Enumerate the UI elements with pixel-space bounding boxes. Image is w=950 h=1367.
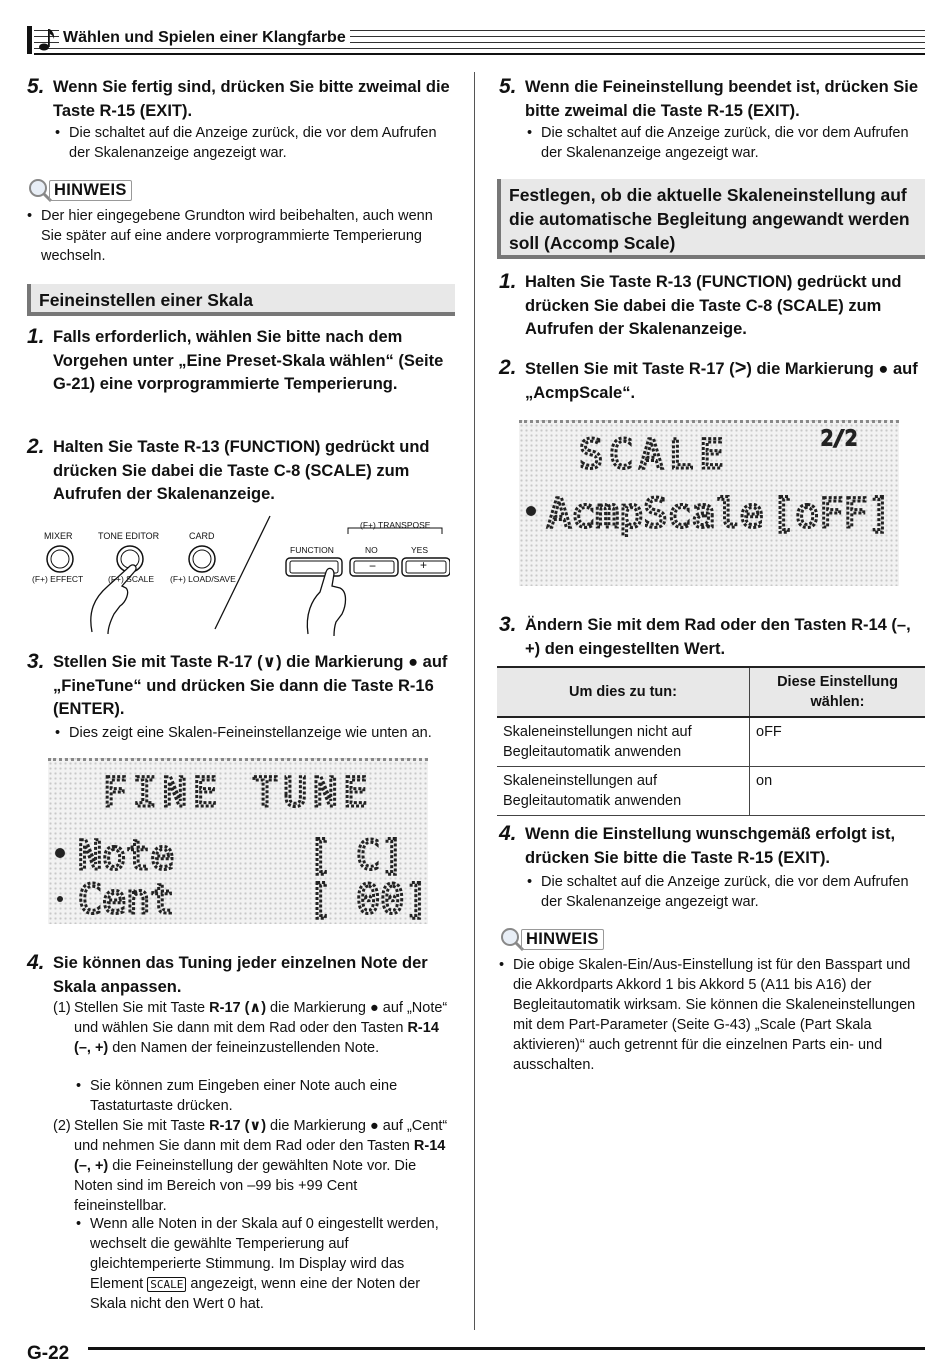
chevron-right-icon: > [734, 357, 747, 379]
lcd-accomp-scale [519, 420, 899, 586]
settings-table [497, 666, 925, 816]
mixer-label: MIXER [44, 531, 73, 541]
page-number: G-22 [27, 1343, 70, 1364]
music-note-icon [37, 26, 59, 52]
lcd-note-label: Note [78, 833, 175, 879]
function-label: FUNCTION [290, 545, 334, 555]
scale-indicator-badge: SCALE [147, 1277, 186, 1292]
lcd-page-indicator: 2/2 [821, 426, 858, 450]
hinweis-badge-2: HINWEIS [499, 926, 611, 952]
lcd-cent-label: Cent [78, 877, 175, 923]
lcd-cent-value: [ 00] [308, 877, 428, 923]
column-divider [474, 72, 475, 1330]
table-row: Skaleneinstellungen nicht auf Begleitautomatik anwenden oFF [497, 717, 925, 767]
transpose-label: (F+) TRANSPOSE [360, 520, 431, 530]
lcd-fine-tune-title: FINE TUNE [102, 770, 374, 816]
yes-label: YES [411, 545, 429, 555]
lcd-acmpscale-value: [oFF] [771, 491, 892, 537]
lcd-fine-tune-graphic [48, 761, 428, 924]
card-label: CARD [189, 531, 215, 541]
lcd-acmpscale-label: AcmpScale [547, 491, 764, 537]
header-bar [27, 26, 32, 54]
lcd-note-value: [ C] [308, 833, 405, 879]
no-label: NO [365, 545, 378, 555]
card-sub-label: (F+) LOAD/SAVE [170, 574, 236, 584]
section-accomp-scale: Festlegen, ob die aktuelle Skaleneinstellung auf die automatische Begleitung angewandt werden soll (Accomp Scale) [497, 179, 925, 259]
lcd-scale-title: SCALE [579, 432, 730, 478]
table-row: Skaleneinstellungen auf Begleitautomatik anwenden on [497, 767, 925, 816]
table-header-setting: Diese Einstellung wählen: [750, 667, 926, 717]
table-header-action: Um dies zu tun: [497, 667, 750, 717]
tone-editor-label: TONE EDITOR [98, 531, 160, 541]
hinweis-badge-1: HINWEIS [27, 177, 139, 203]
tone-editor-sub-label: (F+) SCALE [108, 574, 155, 584]
page-header [27, 24, 925, 54]
footer-rule [88, 1347, 925, 1350]
control-panel-illustration [30, 514, 450, 636]
mixer-sub-label: (F+) EFFECT [32, 574, 84, 584]
lcd-fine-tune [48, 758, 428, 924]
minus-key-label: − [369, 559, 377, 573]
lcd-accomp-scale-graphic [519, 423, 899, 586]
section-feineinstellen: Feineinstellen einer Skala [27, 284, 455, 316]
header-title: Wählen und Spielen einer Klangfarbe [59, 29, 350, 47]
plus-key-label: + [420, 558, 428, 572]
